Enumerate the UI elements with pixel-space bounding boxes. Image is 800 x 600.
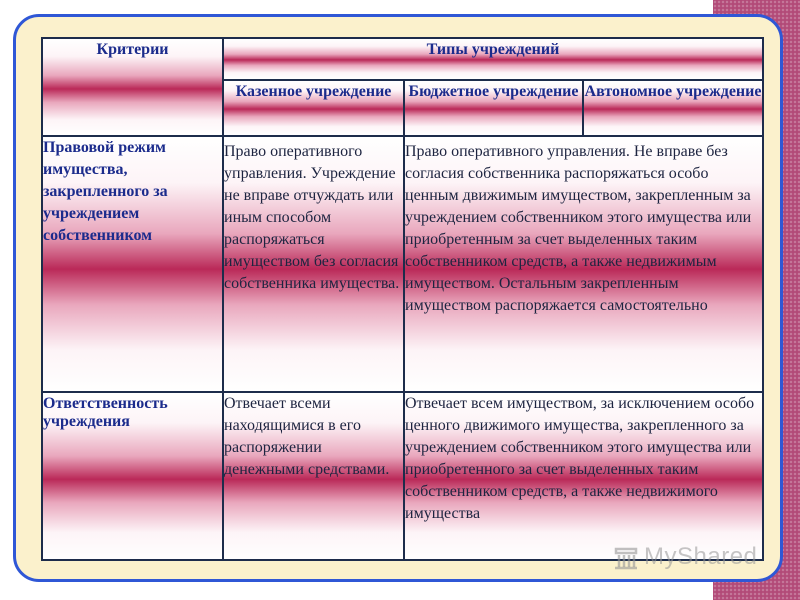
table-row [42,136,763,392]
criteria-header: Критерии [42,38,223,136]
table-header-row [42,38,763,80]
watermark-text: MyShared [644,543,758,570]
myshared-logo-icon [612,543,640,571]
criterion-property-regime: Правовой режим имущества, закрепленного за учреждением собственником [42,136,223,392]
type-header-byudzhetnoe: Бюджетное учреждение [404,80,583,136]
cell-kazennoe-property: Право оперативного управления. Учреждение не вправе отчуждать или иным способом распоряжаться имуществом без согласия собственника имущества. [223,136,404,392]
cell-byudzhetnoe-avtonomnoe-property: Право оперативного управления. Не вправе без согласия собственника распоряжаться особо ценным движимым имуществом, закрепленным за учреждением собственником этого имущества или приобретенным за счет выделенных таким собственником средств, а также недвижимым имуществом. Остальным закрепленным имуществом распоряжается самостоятельно [404,136,763,392]
type-header-avtonomnoe: Автономное учреждение [583,80,763,136]
criterion-responsibility: Ответственность учреждения [42,392,223,560]
type-header-kazennoe: Казенное учреждение [223,80,404,136]
cell-byudzhetnoe-avtonomnoe-responsibility: Отвечает всем имуществом, за исключением особо ценного движимого имущества, закрепленного за учреждением собственником этого имущества или приобретенного за счет выделенных таким собственником средств, а также недвижимого имущества [404,392,763,560]
watermark [612,540,757,574]
cell-kazennoe-responsibility: Отвечает всеми находящимися в его распоряжении денежными средствами. [223,392,404,560]
institution-types-header: Типы учреждений [223,38,763,80]
table-row [42,392,763,560]
institution-types-table [41,37,764,561]
